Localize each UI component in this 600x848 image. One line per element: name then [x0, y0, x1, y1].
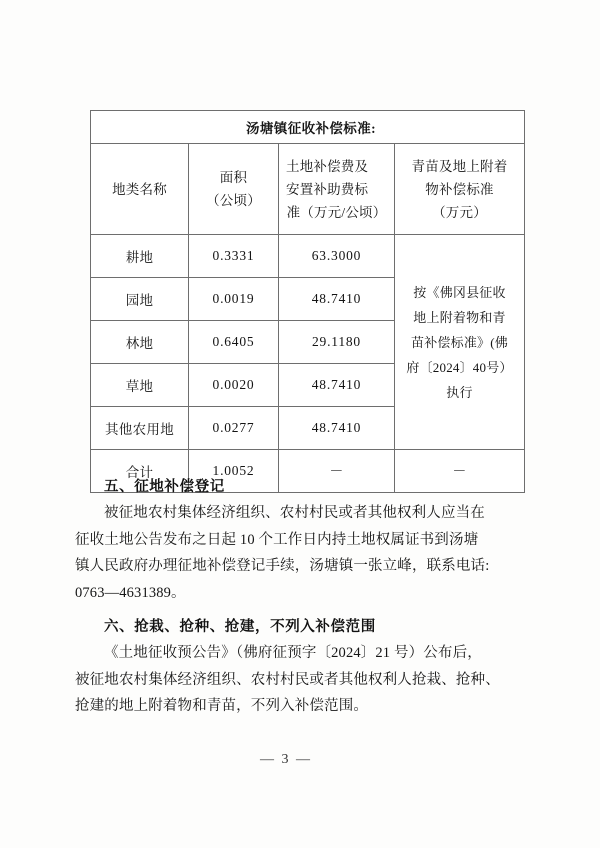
header-crop-compensation-line1: 青苗及地上附着: [411, 158, 508, 174]
section-heading-6: 六、抢栽、抢种、抢建，不列入补偿范围: [104, 619, 376, 635]
page-number: — 3 —: [260, 752, 312, 767]
compensation-table: [90, 110, 525, 493]
paragraph-line: 《土地征收预公告》（佛府征预字〔2024〕21 号）公布后，: [104, 645, 482, 661]
table-title: 汤塘镇征收补偿标准:: [91, 111, 525, 144]
cell-crop-compensation-note: [395, 235, 525, 450]
cell-total-standard: －: [279, 450, 395, 493]
cell-standard: 48.7410: [279, 364, 395, 407]
cell-area: 0.3331: [189, 235, 279, 278]
cell-total-label: 合计: [91, 450, 189, 493]
cell-area: 0.0277: [189, 407, 279, 450]
paragraph-line: 被征地农村集体经济组织、农村村民或者其他权利人抢栽、抢种、: [75, 671, 500, 688]
header-area-line1: 面积: [219, 170, 248, 185]
paragraph-line: 被征地农村集体经济组织、农村村民或者其他权利人应当在: [104, 505, 485, 521]
header-crop-compensation-line2: 物补偿标准: [425, 181, 494, 197]
paragraph-line: 0763—4631389。: [75, 584, 186, 601]
header-land-type: 地类名称: [91, 144, 189, 235]
header-area: [189, 144, 279, 235]
paragraph-line: 镇人民政府办理征地补偿登记手续，汤塘镇一张立峰，联系电话:: [75, 558, 490, 574]
header-crop-compensation: [395, 144, 525, 235]
cell-area: 0.0020: [189, 364, 279, 407]
note-line5: 执行: [446, 384, 473, 400]
cell-area: 0.6405: [189, 321, 279, 364]
header-crop-compensation-line3: （万元）: [432, 204, 487, 220]
cell-standard: 48.7410: [279, 407, 395, 450]
note-line4: 府〔2024〕40号）: [406, 359, 513, 375]
paragraph-line: 抢建的地上附着物和青苗，不列入补偿范围。: [75, 698, 368, 714]
header-land-compensation-line3: 准（万元/公顷）: [286, 204, 387, 220]
paragraph-line: 征收土地公告发布之日起 10 个工作日内持土地权属证书到汤塘: [75, 531, 479, 548]
cell-land-type: 耕地: [91, 235, 189, 278]
cell-total-note: －: [395, 450, 525, 493]
cell-standard: 63.3000: [279, 235, 395, 278]
table-header-row: [91, 144, 525, 235]
document-body: [75, 474, 525, 720]
header-land-compensation: [279, 144, 395, 235]
header-land-compensation-line2: 安置补助费标: [286, 181, 369, 197]
note-line3: 苗补偿标准》(佛: [411, 334, 508, 350]
cell-total-area: 1.0052: [189, 450, 279, 493]
cell-land-type: 其他农用地: [91, 407, 189, 450]
note-line2: 地上附着物和青: [413, 309, 506, 325]
cell-land-type: 林地: [91, 321, 189, 364]
compensation-table-container: [90, 110, 524, 493]
cell-land-type: 草地: [91, 364, 189, 407]
table-title-row: [91, 111, 525, 144]
cell-land-type: 园地: [91, 278, 189, 321]
header-area-line2: （公顷）: [206, 193, 261, 208]
header-land-compensation-line1: 土地补偿费及: [286, 158, 369, 174]
table-row: [91, 235, 525, 278]
section-heading-5: 五、征地补偿登记: [104, 479, 225, 495]
cell-standard: 29.1180: [279, 321, 395, 364]
section-paragraph-6: [75, 640, 525, 720]
section-paragraph-5: [75, 500, 525, 606]
note-line1: 按《佛冈县征收: [413, 284, 506, 300]
cell-area: 0.0019: [189, 278, 279, 321]
cell-standard: 48.7410: [279, 278, 395, 321]
